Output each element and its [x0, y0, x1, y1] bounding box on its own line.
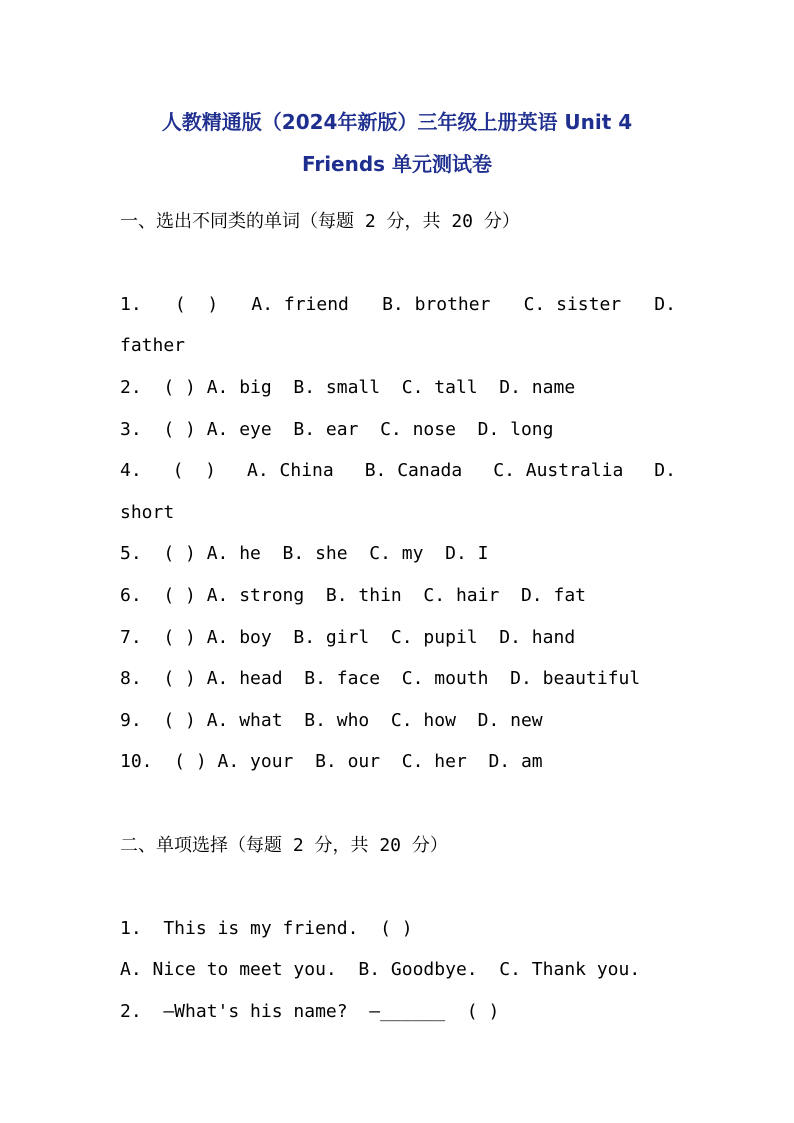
q4-number: 4. [120, 460, 142, 481]
section1-question-9: 9. ( ) A. what B. who C. how D. new [120, 710, 543, 731]
section1-question-3: 3. ( ) A. eye B. ear C. nose D. long [120, 419, 554, 440]
section2-question-1: 1. This is my friend. ( ) [120, 918, 413, 939]
q1-answer-blank: ( ) [174, 294, 219, 315]
section1-question-7: 7. ( ) A. boy B. girl C. pupil D. hand [120, 627, 576, 648]
section1-question-8: 8. ( ) A. head B. face C. mouth D. beautiful [120, 668, 641, 689]
q4-option-d-label: D. [654, 460, 676, 481]
section1-question-10: 10. ( ) A. your B. our C. her D. am [120, 751, 543, 772]
section1-question-1 [120, 293, 676, 317]
q1-option-d-wrap: father [120, 335, 186, 356]
section1-question-5: 5. ( ) A. he B. she C. my D. I [120, 543, 489, 564]
section2-question-1-options: A. Nice to meet you. B. Goodbye. C. Thank you. [120, 959, 641, 980]
q4-option-b: B. Canada [364, 460, 463, 481]
q4-option-c: C. Australia [493, 460, 624, 481]
q4-answer-blank: ( ) [172, 460, 217, 481]
q1-option-b: B. brother [382, 294, 491, 315]
section2-question-2: 2. —What's his name? —______ ( ) [120, 1001, 500, 1022]
section1-question-2: 2. ( ) A. big B. small C. tall D. name [120, 377, 576, 398]
section2-heading: 二、单项选择（每题 2 分，共 20 分） [120, 835, 448, 856]
q4-option-d-wrap: short [120, 502, 175, 523]
section1-heading: 一、选出不同类的单词（每题 2 分，共 20 分） [120, 211, 520, 232]
q1-number: 1. [120, 294, 142, 315]
section1-question-6: 6. ( ) A. strong B. thin C. hair D. fat [120, 585, 586, 606]
document-title-line2: Friends 单元测试卷 [301, 152, 493, 176]
document-title-line1: 人教精通版（2024年新版）三年级上册英语 Unit 4 [161, 110, 633, 134]
section1-question-4 [120, 459, 676, 483]
q4-option-a: A. China [247, 460, 334, 481]
q1-option-d-label: D. [654, 294, 676, 315]
q1-option-a: A. friend [251, 294, 349, 315]
q1-option-c: C. sister [523, 294, 622, 315]
